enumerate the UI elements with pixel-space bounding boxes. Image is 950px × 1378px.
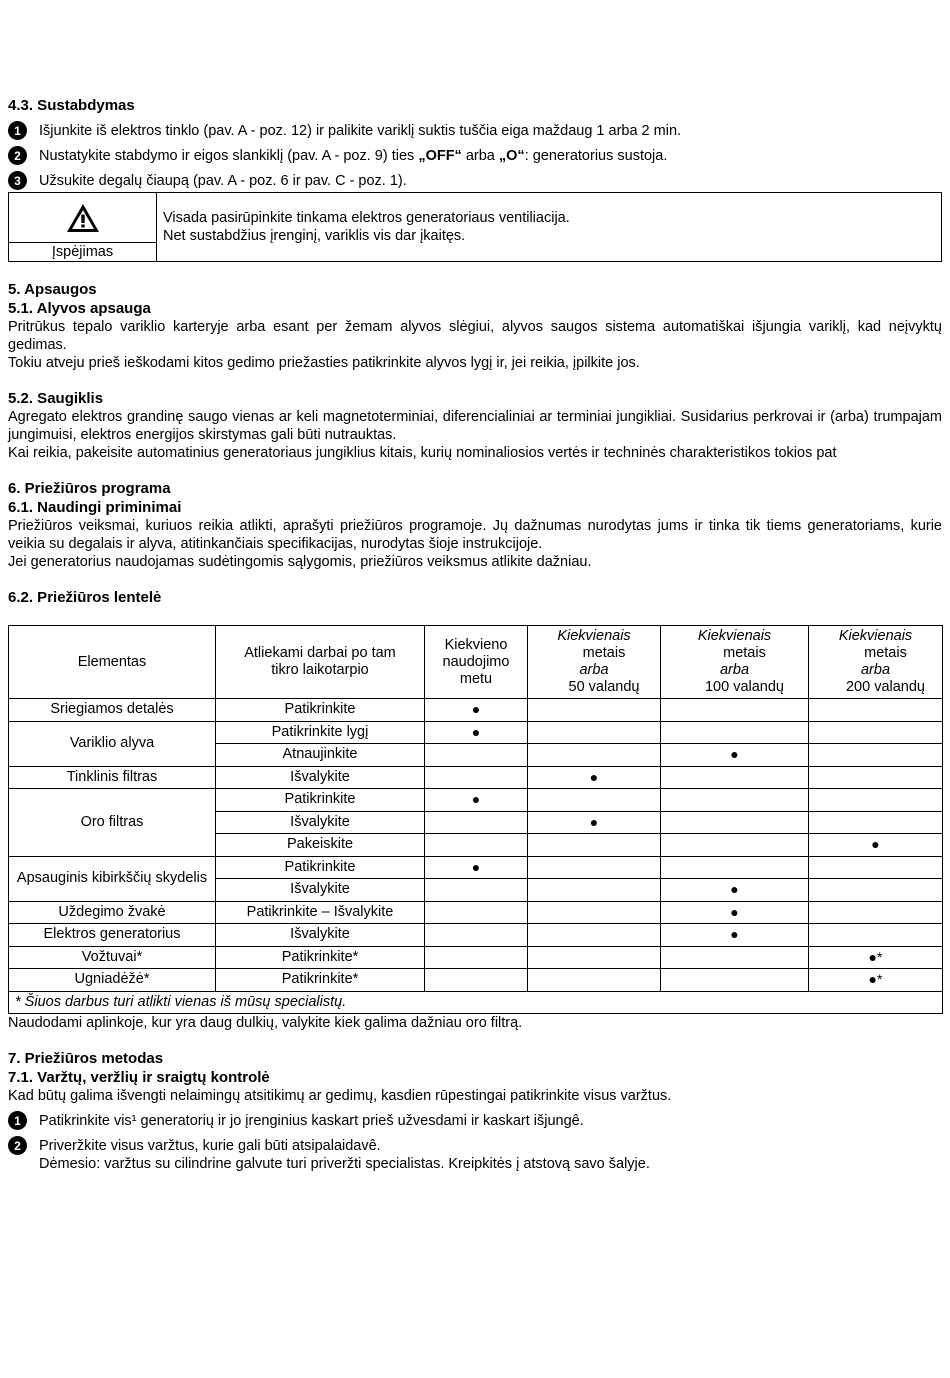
step-number-1: 1 xyxy=(8,121,27,140)
step-1 xyxy=(8,122,942,140)
warning-text xyxy=(157,193,570,261)
warning-line-1: Visada pasirūpinkite tinkama elektros generatoriaus ventiliacija. xyxy=(163,210,570,226)
row-mark: ● xyxy=(528,766,661,789)
warning-icon-cell xyxy=(9,193,156,242)
section-7-1-title: 7.1. Varžtų, veržlių ir sraigtų kontrolė xyxy=(8,1069,270,1086)
section-5-2-paragraph-1: Agregato elektros grandinę saugo vienas ar keli magnetoterminiai, diferencialiniai ar terminiai jungikliai. Susidarius perkrovai ir (arba) trumpajam jungimuisi, elektros energijos skirstymas gali būti nutrauktas. xyxy=(8,409,942,443)
row-element: Apsauginis kibirkščių skydelis xyxy=(9,856,216,901)
row-mark: ● xyxy=(425,699,528,722)
section-5-1-title: 5.1. Alyvos apsauga xyxy=(8,300,151,317)
warning-left-cell xyxy=(9,193,157,261)
row-mark: ● xyxy=(425,789,528,812)
section-7-1-paragraph: Kad būtų galima išvengti nelaimingų atsitikimų ar gedimų, kasdien rūpestingai patikrinkite visus varžtus. xyxy=(8,1088,672,1104)
header-period-100: Kiekvienais metais arba 100 valandų xyxy=(661,626,809,699)
row-mark: ● xyxy=(661,924,809,947)
row-work: Patikrinkite* xyxy=(216,946,425,969)
table-row xyxy=(9,946,943,969)
row-mark: ● xyxy=(809,834,943,857)
header-each-use: Kiekvieno naudojimo metu xyxy=(425,626,528,699)
row-work: Išvalykite xyxy=(216,811,425,834)
table-row xyxy=(9,924,943,947)
section-6-title: 6. Priežiūros programa xyxy=(8,480,171,497)
row-work: Išvalykite xyxy=(216,924,425,947)
section-6-1-paragraph-2: Jei generatorius naudojamas sudėtingomis sąlygomis, priežiūros veiksmus atlikite dažniau. xyxy=(8,554,592,570)
row-element: Vožtuvai* xyxy=(9,946,216,969)
table-row xyxy=(9,901,943,924)
row-element: Variklio alyva xyxy=(9,721,216,766)
warning-box xyxy=(8,192,942,262)
section-7-title: 7. Priežiūros metodas xyxy=(8,1050,164,1067)
row-mark: ● xyxy=(661,744,809,767)
row-work: Pakeiskite xyxy=(216,834,425,857)
warning-line-2: Net sustabdžius įrenginį, variklis vis dar įkaitęs. xyxy=(163,228,466,244)
row-work: Patikrinkite* xyxy=(216,969,425,992)
table-row xyxy=(9,699,943,722)
header-period-200: Kiekvienais metais arba 200 valandų xyxy=(809,626,943,699)
check-step-2 xyxy=(8,1137,942,1173)
table-row xyxy=(9,789,943,812)
row-mark: ●* xyxy=(809,969,943,992)
table-note: * Šiuos darbus turi atlikti vienas iš mūsų specialistų. xyxy=(9,991,943,1014)
row-work: Patikrinkite xyxy=(216,699,425,722)
table-row xyxy=(9,766,943,789)
header-work: Atliekami darbai po tam tikro laikotarpio xyxy=(216,626,425,699)
step-2 xyxy=(8,147,942,165)
row-work: Patikrinkite xyxy=(216,856,425,879)
section-5-2-paragraph-2: Kai reikia, pakeisite automatinius generatoriaus jungiklius kitais, kurių nominaliosios vertės ir techninės charakteristikos tokios pat xyxy=(8,445,837,461)
row-mark: ● xyxy=(661,879,809,902)
check-step-number-2: 2 xyxy=(8,1136,27,1155)
section-6-2-title: 6.2. Priežiūros lentelė xyxy=(8,589,162,606)
step-number-3: 3 xyxy=(8,171,27,190)
table-header-row xyxy=(9,626,943,699)
section-6-1-paragraph-1: Priežiūros veiksmai, kuriuos reikia atlikti, aprašyti priežiūros programoje. Jų dažnumas nurodytas jums ir tinka tik tiems generatoriams, kurie veikia su degalais ir alyva, atitinkančiais specifikacijas, nurodytas šioje instrukcijoje. xyxy=(8,518,942,552)
header-element: Elementas xyxy=(9,626,216,699)
step-1-text: Išjunkite iš elektros tinklo (pav. A - poz. 12) ir palikite variklį suktis tuščia eiga maždaug 1 arba 2 min. xyxy=(39,123,682,139)
section-5-1-paragraph-2: Tokiu atveju prieš ieškodami kitos gedimo priežasties patikrinkite alyvos lygį ir, jei reikia, įpilkite jos. xyxy=(8,355,640,371)
row-mark: ● xyxy=(528,811,661,834)
row-element: Sriegiamos detalės xyxy=(9,699,216,722)
row-work: Išvalykite xyxy=(216,766,425,789)
row-mark: ● xyxy=(425,721,528,744)
row-work: Išvalykite xyxy=(216,879,425,902)
row-mark: ● xyxy=(661,901,809,924)
check-step-2-text: Priveržkite visus varžtus, kurie gali būti atsipalaidavê. Dėmesio: varžtus su cilindrine galvute turi priveržti specialistas. Kreipkitės į atstovą savo šalyje. xyxy=(39,1138,650,1172)
step-2-text: Nustatykite stabdymo ir eigos slankiklį (pav. A - poz. 9) ties „OFF“ arba „O“: generatorius sustoja. xyxy=(39,148,668,164)
row-element: Uždegimo žvakė xyxy=(9,901,216,924)
check-step-1 xyxy=(8,1112,942,1130)
warning-triangle-icon xyxy=(65,202,101,234)
table-row xyxy=(9,969,943,992)
table-row xyxy=(9,721,943,744)
after-table-note: Naudodami aplinkoje, kur yra daug dulkių, valykite kiek galima dažniau oro filtrą. xyxy=(8,1015,523,1031)
row-element: Tinklinis filtras xyxy=(9,766,216,789)
step-3-text: Užsukite degalų čiaupą (pav. A - poz. 6 ir pav. C - poz. 1). xyxy=(39,173,407,189)
row-work: Patikrinkite lygį xyxy=(216,721,425,744)
row-work: Patikrinkite xyxy=(216,789,425,812)
section-5-title: 5. Apsaugos xyxy=(8,281,97,298)
step-3 xyxy=(8,172,942,190)
row-element: Elektros generatorius xyxy=(9,924,216,947)
content xyxy=(8,96,942,1180)
section-5-2-title: 5.2. Saugiklis xyxy=(8,390,104,407)
table-note-row xyxy=(9,991,943,1014)
row-work: Atnaujinkite xyxy=(216,744,425,767)
section-4-3-title: 4.3. Sustabdymas xyxy=(8,97,135,114)
section-5-1-paragraph-1: Pritrūkus tepalo variklio karteryje arba esant per žemam alyvos slėgiui, alyvos saugos sistema automatiškai išjungia variklį, kad neįvyktų gedimas. xyxy=(8,319,942,353)
maintenance-table xyxy=(8,625,943,1014)
warning-label: Įspėjimas xyxy=(9,242,156,261)
check-step-number-1: 1 xyxy=(8,1111,27,1130)
row-mark: ●* xyxy=(809,946,943,969)
table-row xyxy=(9,856,943,879)
row-element: Ugniadėžė* xyxy=(9,969,216,992)
section-6-1-title: 6.1. Naudingi priminimai xyxy=(8,499,182,516)
check-step-1-text: Patikrinkite vis¹ generatorių ir jo įrenginius kaskart prieš užvesdami ir kaskart išjungê. xyxy=(39,1113,584,1129)
header-period-50: Kiekvienais metais arba 50 valandų xyxy=(528,626,661,699)
step-number-2: 2 xyxy=(8,146,27,165)
row-element: Oro filtras xyxy=(9,789,216,857)
row-work: Patikrinkite – Išvalykite xyxy=(216,901,425,924)
row-mark: ● xyxy=(425,856,528,879)
